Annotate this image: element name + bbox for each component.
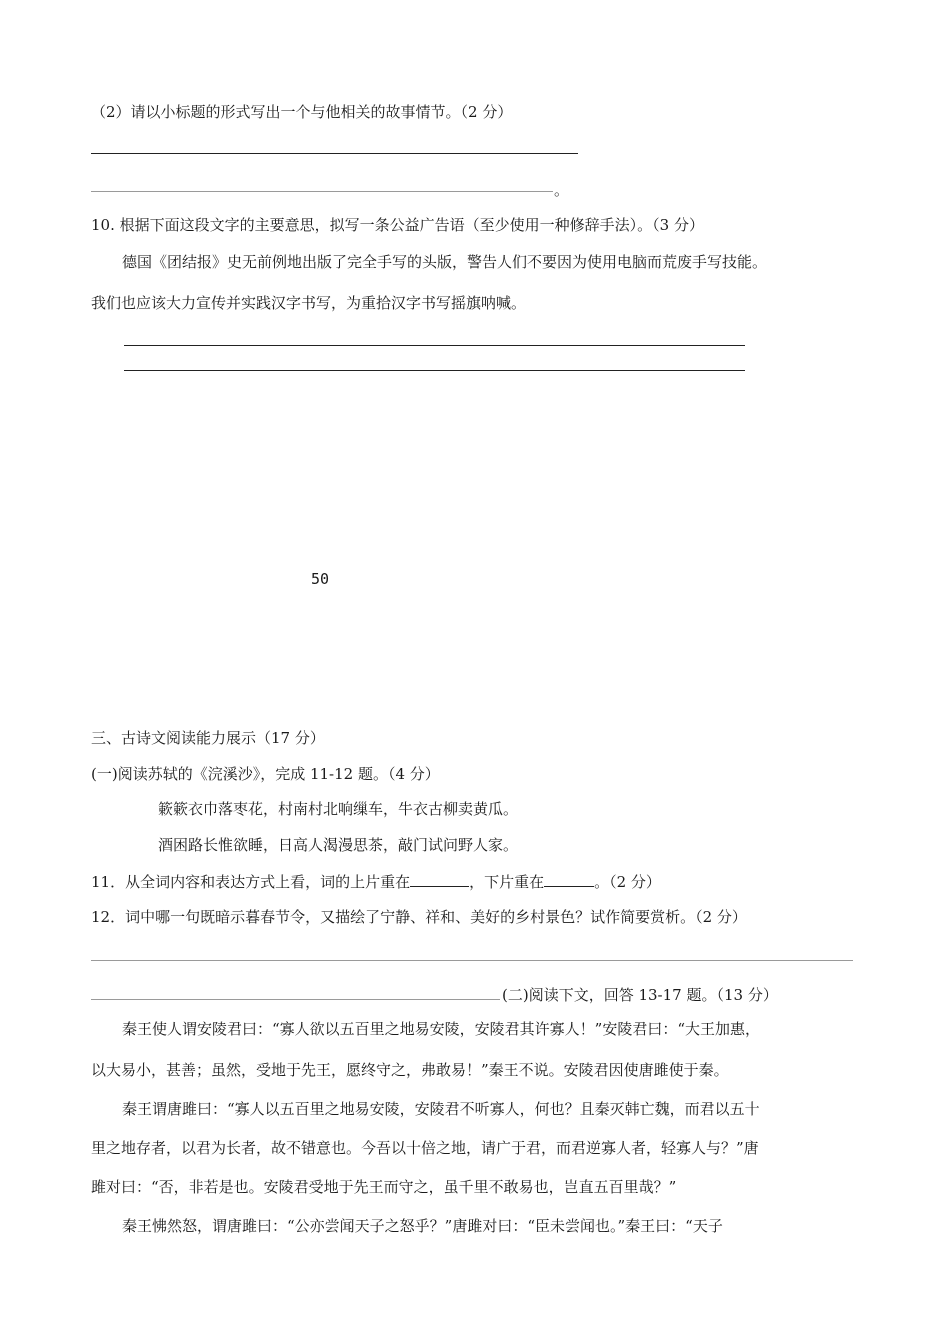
q10-paragraph-2: 我们也应该大力宣传并实践汉字书写，为重拾汉字书写摇旗呐喊。 [91,294,527,312]
passage-line: 秦王使人谓安陵君曰：“寡人欲以五百里之地易安陵，安陵君其许寡人！”安陵君曰：“大王加惠， [122,1020,761,1038]
poem-line-1: 簌簌衣巾落枣花，村南村北响缫车，牛衣古柳卖黄瓜。 [158,800,519,818]
passage-line: 雎对曰：“否，非若是也。安陵君受地于先王而守之，虽千里不敢易也，岂直五百里哉？” [91,1178,677,1196]
answer-end-period: 。 [554,181,570,199]
answer-line[interactable] [91,999,500,1000]
passage-line: 秦王怫然怒，谓唐雎曰：“公亦尝闻天子之怒乎？”唐雎对曰：“臣未尝闻也。”秦王曰：“天子 [122,1217,723,1235]
q12-prompt: 12．词中哪一句既暗示暮春节令，又描绘了宁静、祥和、美好的乡村景色？试作简要赏析。（2 分） [91,908,747,926]
answer-line[interactable] [124,345,745,346]
q11-blank-1[interactable] [410,872,469,887]
answer-line[interactable] [91,191,553,192]
part1-heading: (一)阅读苏轼的《浣溪沙》，完成 11-12 题。（4 分） [91,765,440,783]
part2-heading: (二)阅读下文，回答 13-17 题。（13 分） [502,986,778,1004]
passage-line: 秦王谓唐雎曰：“寡人以五百里之地易安陵，安陵君不听寡人，何也？且秦灭韩亡魏，而君以五十 [122,1100,760,1118]
section3-heading: 三、古诗文阅读能力展示（17 分） [91,729,325,747]
page-number: 50 [311,570,330,588]
answer-line[interactable] [91,153,578,154]
poem-line-2: 酒困路长惟欲睡，日高人渴漫思茶，敲门试问野人家。 [158,836,519,854]
q11-blank-2[interactable] [544,872,594,887]
answer-line[interactable] [124,370,745,371]
q11-prompt [91,872,661,891]
q11-text-b: ，下片重在 [469,873,545,891]
q11-text-c: 。（2 分） [594,873,661,891]
passage-line: 里之地存者，以君为长者，故不错意也。今吾以十倍之地，请广于君，而君逆寡人者，轻寡人与？”唐 [91,1139,759,1157]
q10-paragraph-1: 德国《团结报》史无前例地出版了完全手写的头版，警告人们不要因为使用电脑而荒废手写技能。 [122,253,768,271]
passage-line: 以大易小，甚善；虽然，受地于先王，愿终守之，弗敢易！”秦王不说。安陵君因使唐雎使于秦。 [91,1061,729,1079]
q11-text-a: 11．从全词内容和表达方式上看，词的上片重在 [91,873,411,891]
q9-sub2-prompt: （2）请以小标题的形式写出一个与他相关的故事情节。（2 分） [91,103,513,121]
q10-prompt: 10. 根据下面这段文字的主要意思，拟写一条公益广告语（至少使用一种修辞手法）。（3 分） [91,216,704,234]
answer-line[interactable] [91,960,853,961]
